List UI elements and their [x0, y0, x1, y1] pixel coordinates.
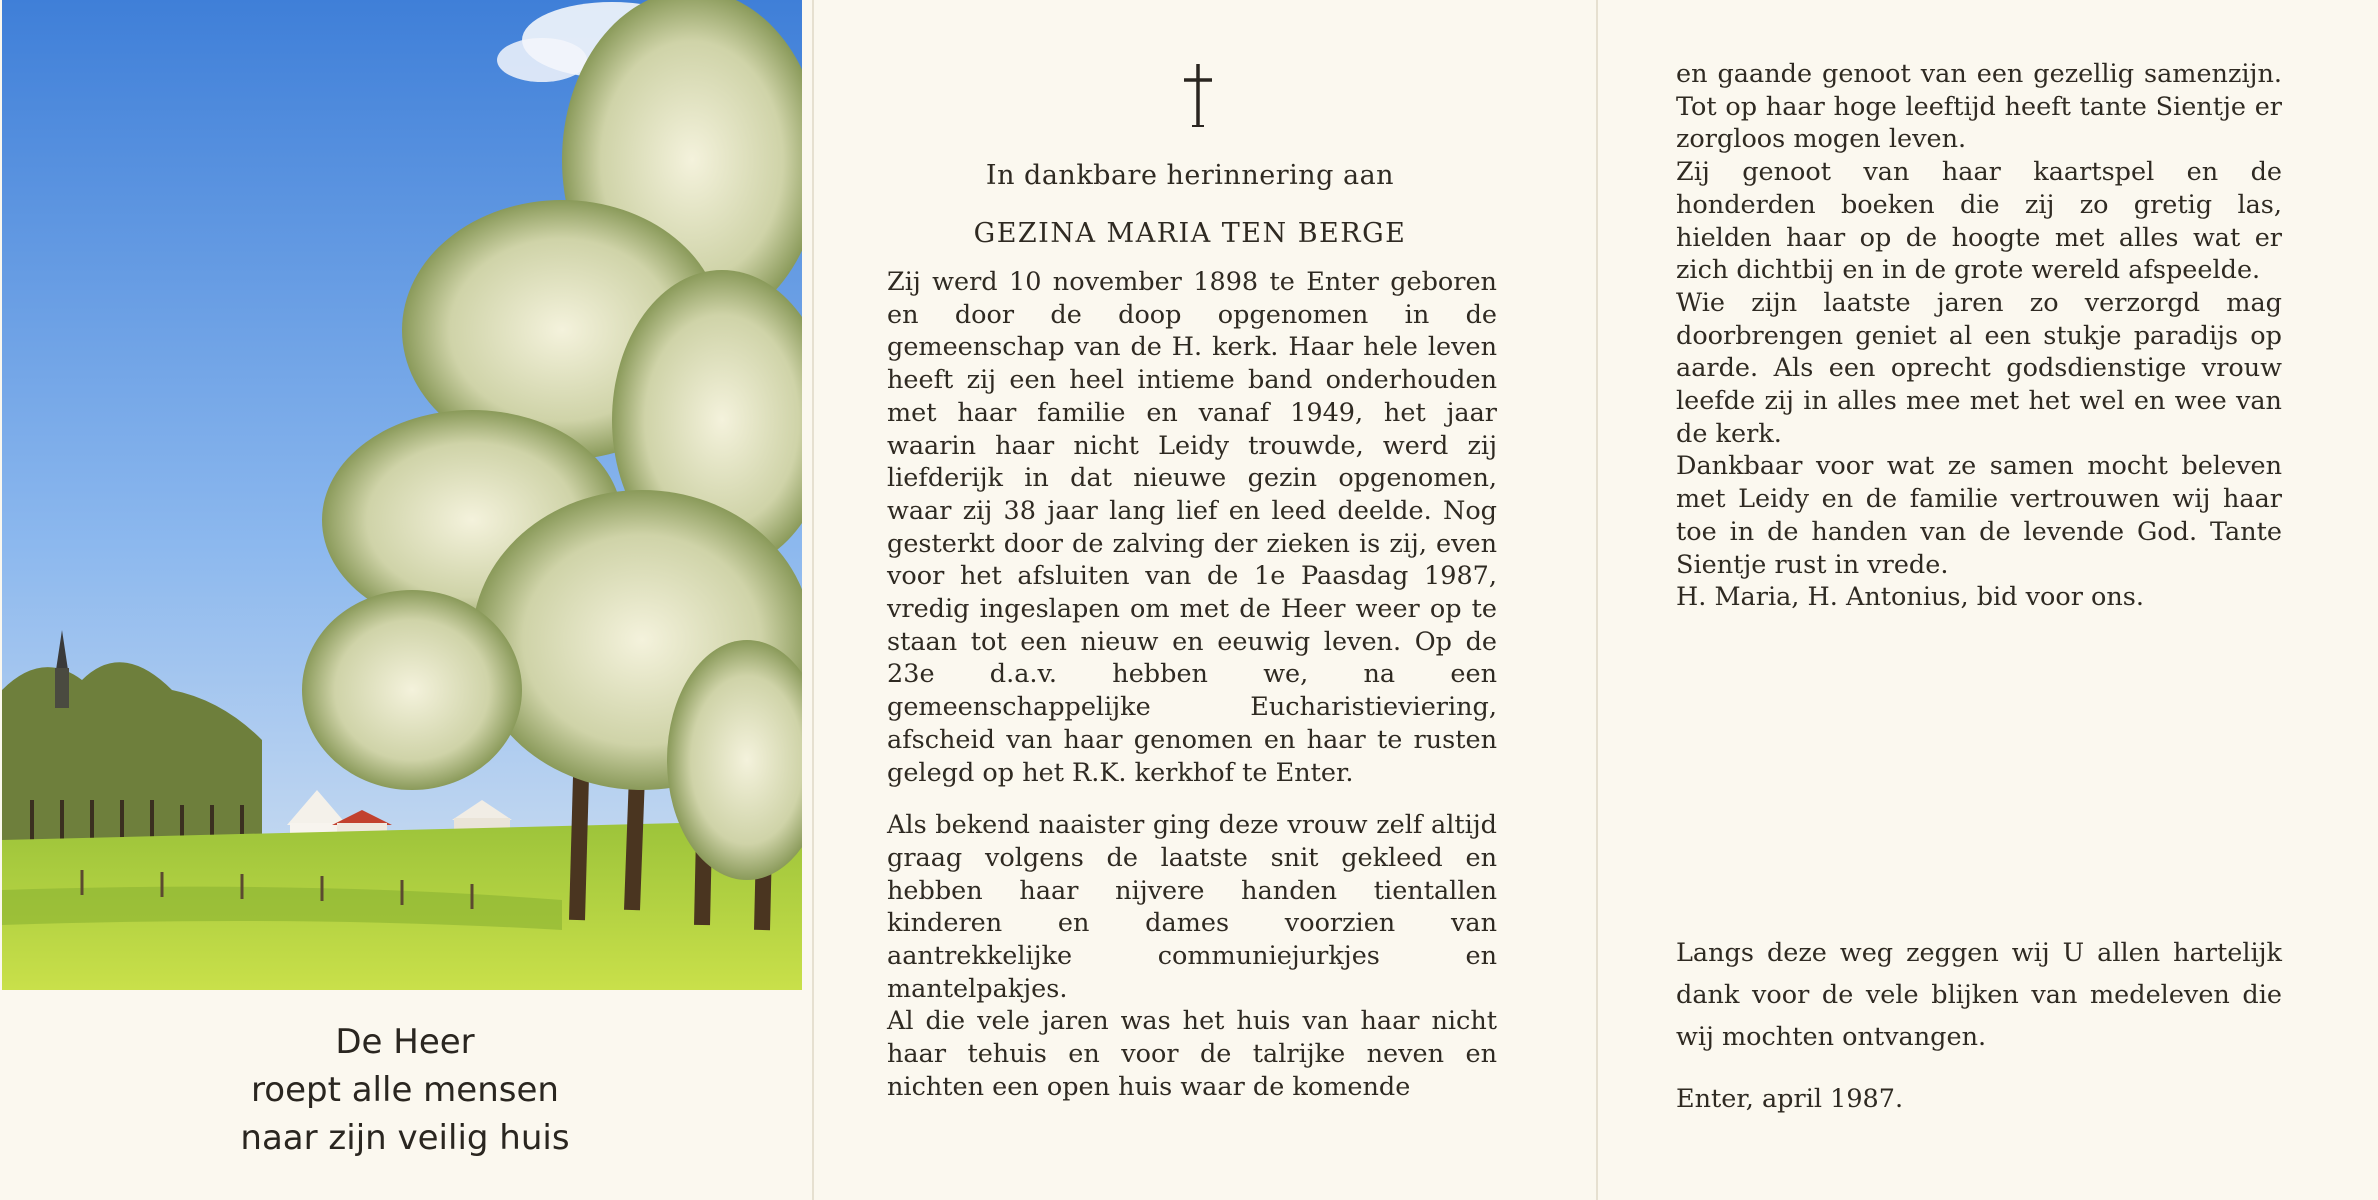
- continuation-paragraph: Wie zijn laatste jaren zo verzorgd mag doorbrengen geniet al een stukje paradijs op aarde. Als een oprecht godsdienstige vrouw leefde zij in alles mee met het wel en wee van de kerk.: [1676, 287, 2282, 449]
- biography-paragraph: Als bekend naaister ging deze vrouw zelf altijd graag volgens de laatste snit gekleed en hebben haar nijvere handen tientallen kinderen en dames voorzien van aantrekkelijke communiejurkjes en mantelpakjes.: [887, 810, 1497, 1004]
- landscape-photo: [2, 0, 802, 990]
- photo-caption: [0, 1018, 810, 1162]
- cross-icon: [1178, 60, 1218, 130]
- intro-heading: In dankbare herinnering aan: [985, 160, 1395, 191]
- thanks-text: Langs deze weg zeggen wij U allen hartelijk dank voor de vele blijken van medeleven die wij mochten ontvangen.: [1676, 938, 2282, 1052]
- continuation-paragraph: Zij genoot van haar kaartspel en de honderden boeken die zij zo gretig las, hielden haar op de hoogte met alles wat er zich dichtbij en in de grote wereld afspeelde.: [1676, 157, 2282, 286]
- caption-line: De Heer: [335, 1022, 475, 1062]
- caption-line: roept alle mensen: [251, 1070, 559, 1110]
- prayer-line: H. Maria, H. Antonius, bid voor ons.: [1676, 582, 2144, 613]
- caption-line: naar zijn veilig huis: [240, 1118, 570, 1158]
- deceased-name: GEZINA MARIA TEN BERGE: [973, 218, 1407, 249]
- biography-column: [887, 266, 1497, 1104]
- continuation-paragraph: Dankbaar voor wat ze samen mocht beleven met Leidy en de familie vertrouwen wij haar toe in de handen van de levende God. Tante Sientje rust in vrede.: [1676, 451, 2282, 580]
- place-date: Enter, april 1987.: [1676, 1084, 1904, 1114]
- thanks-block: [1676, 932, 2282, 1120]
- biography-paragraph: Zij werd 10 november 1898 te Enter geboren en door de doop opgenomen in de gemeenschap van de H. kerk. Haar hele leven heeft zij een heel intieme band onderhouden met haar familie en vanaf 1949, het jaar waarin haar nicht Leidy trouwde, werd zij liefderijk in dat nieuwe gezin opgenomen, waar zij 38 jaar lang lief en leed deelde. Nog gesterkt door de zalving der zieken is zij, even voor het afsluiten van de 1e Paasdag 1987, vredig ingeslapen om met de Heer weer op te staan tot een nieuw en eeuwig leven. Op de 23e d.a.v. hebben we, na een gemeenschappelijke Eucharistieviering, afscheid van haar genomen en haar te rusten gelegd op het R.K. kerkhof te Enter.: [887, 267, 1497, 788]
- continuation-column: [1676, 58, 2282, 614]
- biography-paragraph: Al die vele jaren was het huis van haar nicht haar tehuis en voor de talrijke neven en nichten een open huis waar de komende: [887, 1006, 1497, 1102]
- fold-line: [1596, 0, 1598, 1200]
- fold-line: [812, 0, 814, 1200]
- continuation-paragraph: en gaande genoot van een gezellig samenzijn. Tot op haar hoge leeftijd heeft tante Sientje er zorgloos mogen leven.: [1676, 59, 2282, 155]
